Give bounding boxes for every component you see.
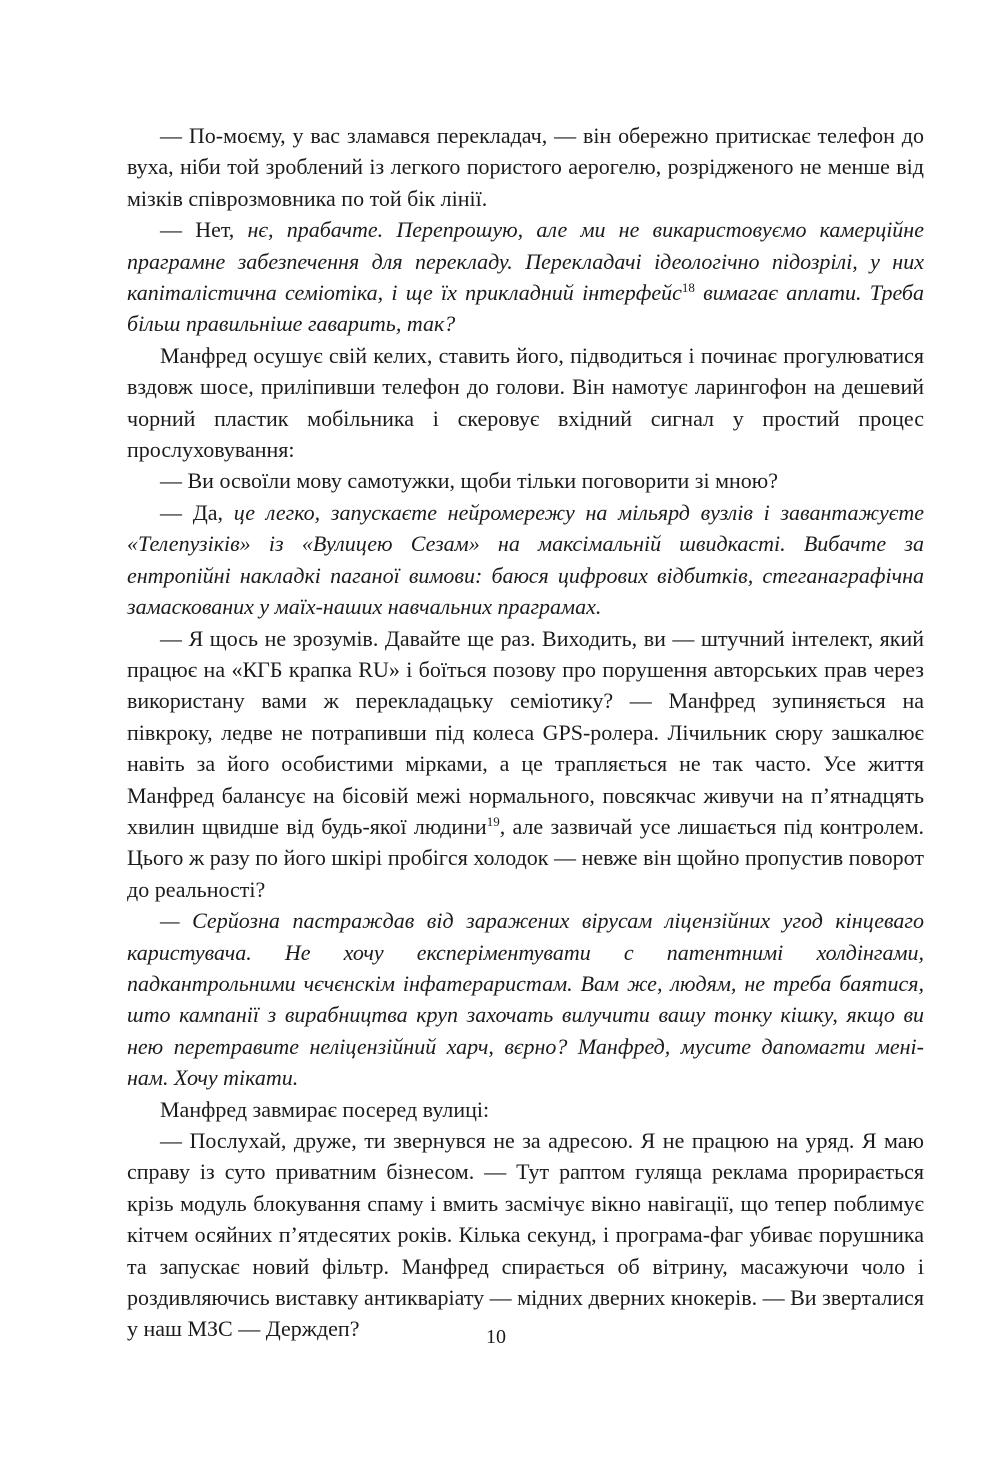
page-body [127,120,924,1345]
italic-text: нє, прабачте. Перепрошую, але ми не викаристовуємо камерційне праграмне забезпечення для перекладу. Перекладачі ідеологічно підозрілі, у них капіталістична семіотіка, і ще їх прикладний інтерфейс [127,217,924,306]
paragraph [127,905,924,1093]
text: Манфред осушує свій келих, ставить його, підводиться і починає прогулюватися вздовж шосе, приліпивши телефон до голови. Він намотує ларингофон на дешевий чорний пластик мобільника і скеровує вхідний сигнал у простий процес прослуховування: [127,342,924,463]
text: — Я щось не зрозумів. Давайте ще раз. Виходить, ви — штучний інтелект, який працює на «КГБ крапка RU» і боїться позову про порушення авторських прав через використану вами ж перекладацьку семіотику? — Манфред зупиняється на півкроку, ледве не потрапивши під колеса GPS-ролера. Лічильник сюру зашкалює навіть за його особистими мірками, а це трапляється не так часто. Усе життя Манфред балансує на бісовій межі нормального, повсякчас живучи на п’ятнадцять хвилин щвидше від будь-якої людини [127,625,924,839]
text: — По-моєму, у вас зламався перекладач, — він обережно притискає телефон до вуха, ніби той зроблений із легкого пористого аерогелю, розрідженого не менше від мізків співрозмовника по той бік лінії. [127,123,924,211]
text: , але зазвичай усе лишається під контролем. Цього ж разу по його шкірі пробігся холодок — невже він щойно пропустив поворот до реальності? [127,813,924,902]
text: — Послухай, друже, ти звернувся не за адресою. Я не працюю на уряд. Я маю справу із суто приватним бізнесом. — Тут раптом гуляща реклама прорирається крізь модуль блокування спаму і вмить засмічує вікно навігації, що тепер поблимує кітчем осяйних п’ятдесятих років. Кілька секунд, і програма-фаг убиває порушника та запускає новий фільтр. Манфред спирається об вітрину, масажуючи чоло і роздивляючись виставку антикваріату — мідних дверних кнокерів. — Ви зверталися у наш МЗС — Держдеп? [127,1128,924,1342]
text: Манфред завмирає посеред вулиці: [160,1096,490,1122]
paragraph [127,214,924,340]
paragraph [127,120,924,214]
text: — Да, [160,499,234,525]
paragraph [127,497,924,623]
text: — Ви освоїли мову самотужки, щоби тільки поговорити зі мною? [160,468,778,494]
text: — Нет, [160,217,248,243]
paragraph [127,1094,924,1125]
paragraph [127,340,924,466]
paragraph [127,465,924,496]
paragraph [127,623,924,906]
footnote-marker: 19 [486,813,500,829]
italic-text: — Серйозна пастраждав від заражених вірусам ліцензійних угод кінцеваго каристувача. Не хочу експеріментувати с патентнимі холдінгами, падкантрольними чєчєнскім інфатерaристам. Вам же, людям, не треба баятися, што кампанії з вирабництва круп захочать вилучити вашу тонку кішку, якщо ви нею перетравите неліцензійний харч, вєрно? Манфред, мусите дапомагти мені-нам. Хочу тікати. [127,908,924,1091]
footnote-marker: 18 [681,280,695,296]
italic-text: вимагає аплати. Треба більш правильніше гаварить, так? [127,280,924,337]
paragraph [127,1125,924,1345]
page-number: 10 [486,1326,506,1348]
italic-text: це легко, запускаєте нейромережу на мільярд вузлів і завантажуєте «Телепузіків» із «Вулицею Сезам» на максімальній швидкасті. Вибачте за ентропійні накладкі паганої вимови: баюся цифрових відбитків, стеганаграфічна замаскованих у маїх-наших навчальних праграмах. [127,499,924,620]
